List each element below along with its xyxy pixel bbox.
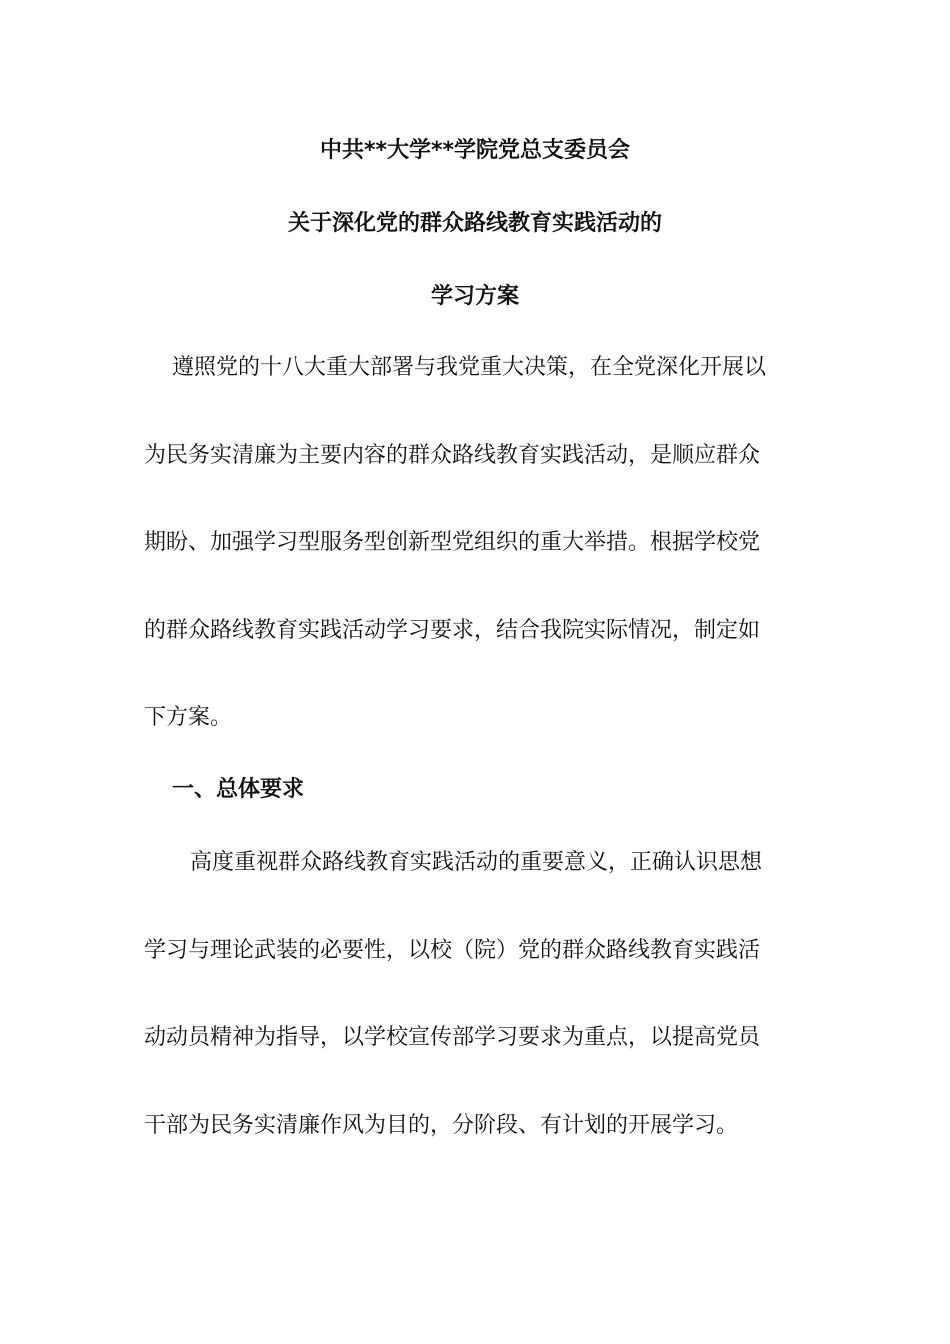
intro-line-1: 遵照党的十八大重大部署与我党重大决策，在全党深化开展以 bbox=[172, 355, 767, 380]
intro-line-2: 为民务实清廉为主要内容的群众路线教育实践活动，是顺应群众 bbox=[144, 443, 761, 468]
intro-line-5: 下方案。 bbox=[144, 705, 233, 730]
section-line-3: 动动员精神为指导，以学校宣传部学习要求为重点，以提高党员 bbox=[144, 1025, 761, 1050]
document-title-line-2: 关于深化党的群众路线教育实践活动的 bbox=[287, 211, 662, 236]
section-line-2: 学习与理论武装的必要性，以校（院）党的群众路线教育实践活 bbox=[144, 938, 761, 963]
section-heading: 一、总体要求 bbox=[172, 777, 305, 802]
intro-line-3: 期盼、加强学习型服务型创新型党组织的重大举措。根据学校党 bbox=[144, 530, 761, 555]
intro-line-4: 的群众路线教育实践活动学习要求，结合我院实际情况，制定如 bbox=[144, 618, 761, 643]
document-title-line-3: 学习方案 bbox=[430, 284, 519, 309]
section-line-1: 高度重视群众路线教育实践活动的重要意义，正确认识思想 bbox=[190, 850, 763, 875]
section-line-4: 干部为民务实清廉作风为目的，分阶段、有计划的开展学习。 bbox=[144, 1113, 739, 1138]
document-title-line-1: 中共**大学**学院党总支委员会 bbox=[319, 138, 631, 163]
